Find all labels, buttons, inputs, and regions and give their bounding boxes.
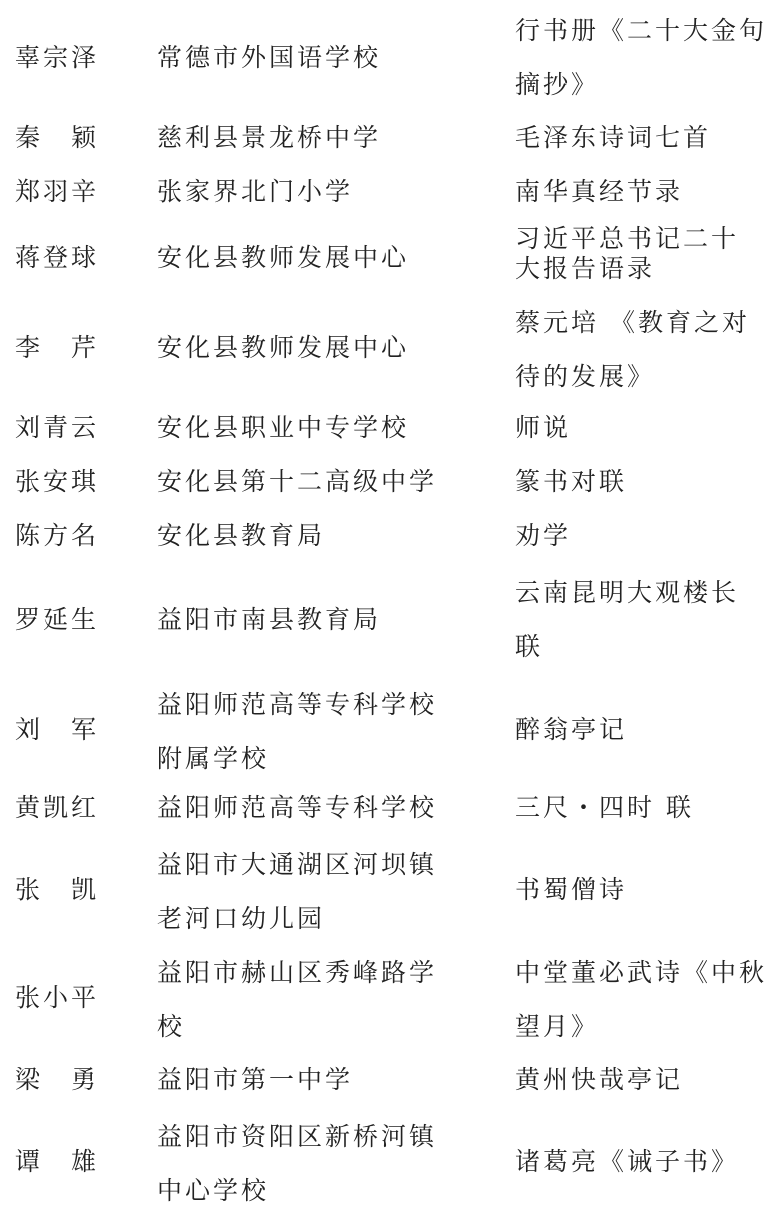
table-row xyxy=(0,516,783,560)
table-row xyxy=(0,462,783,506)
table-row xyxy=(0,1110,783,1220)
work-title: 蔡元培 《教育之对 待的发展》 xyxy=(515,308,750,391)
work-title: 习近平总书记二十 大报告语录 xyxy=(515,224,740,283)
table-row xyxy=(0,222,783,292)
work-title: 黄州快哉亭记 xyxy=(515,1065,684,1094)
table-row xyxy=(0,786,783,830)
table-row xyxy=(0,172,783,216)
person-name: 李 芹 xyxy=(15,333,100,362)
school-name: 安化县教育局 xyxy=(157,521,326,550)
work-title: 师说 xyxy=(515,413,572,442)
school-name: 安化县教师发展中心 xyxy=(157,333,410,362)
school-name: 常德市外国语学校 xyxy=(157,43,382,72)
table-row xyxy=(0,566,783,676)
work-title: 行书册《二十大金句 摘抄》 xyxy=(515,16,768,99)
school-name: 张家界北门小学 xyxy=(157,177,354,206)
person-name: 黄凯红 xyxy=(15,793,100,822)
work-title: 篆书对联 xyxy=(515,467,628,496)
work-title: 三尺・四时 联 xyxy=(515,793,694,822)
person-name: 谭 雄 xyxy=(15,1147,100,1176)
table-row xyxy=(0,838,783,946)
person-name: 辜宗泽 xyxy=(15,43,100,72)
table-row xyxy=(0,1060,783,1104)
school-name: 益阳市大通湖区河坝镇 老河口幼儿园 xyxy=(157,850,438,933)
school-name: 益阳师范高等专科学校 附属学校 xyxy=(157,690,438,773)
person-name: 蒋登球 xyxy=(15,243,100,272)
school-name: 益阳市资阳区新桥河镇 中心学校 xyxy=(157,1122,438,1205)
work-title: 南华真经节录 xyxy=(515,177,684,206)
table-row xyxy=(0,2,783,110)
school-name: 安化县第十二高级中学 xyxy=(157,467,438,496)
school-name: 益阳师范高等专科学校 xyxy=(157,793,438,822)
work-title: 书蜀僧诗 xyxy=(515,875,628,904)
work-title: 云南昆明大观楼长 联 xyxy=(515,578,740,661)
person-name: 陈方名 xyxy=(15,521,100,550)
person-name: 张小平 xyxy=(15,983,100,1012)
work-title: 醉翁亭记 xyxy=(515,715,628,744)
school-name: 益阳市南县教育局 xyxy=(157,605,382,634)
table-row xyxy=(0,296,783,402)
work-title: 诸葛亮《诫子书》 xyxy=(515,1147,740,1176)
work-title: 劝学 xyxy=(515,521,572,550)
table-row xyxy=(0,408,783,452)
person-name: 张 凯 xyxy=(15,875,100,904)
school-name: 益阳市第一中学 xyxy=(157,1065,354,1094)
person-name: 郑羽辛 xyxy=(15,177,100,206)
school-name: 安化县教师发展中心 xyxy=(157,243,410,272)
person-name: 刘青云 xyxy=(15,413,100,442)
table-row xyxy=(0,678,783,788)
person-name: 梁 勇 xyxy=(15,1065,100,1094)
school-name: 益阳市赫山区秀峰路学 校 xyxy=(157,958,438,1041)
work-title: 毛泽东诗词七首 xyxy=(515,123,712,152)
table-row xyxy=(0,946,783,1054)
school-name: 安化县职业中专学校 xyxy=(157,413,410,442)
work-title: 中堂董必武诗《中秋 望月》 xyxy=(515,958,768,1041)
person-name: 罗延生 xyxy=(15,605,100,634)
table-row xyxy=(0,118,783,162)
school-name: 慈利县景龙桥中学 xyxy=(157,123,382,152)
person-name: 秦 颖 xyxy=(15,123,100,152)
person-name: 刘 军 xyxy=(15,715,100,744)
person-name: 张安琪 xyxy=(15,467,100,496)
